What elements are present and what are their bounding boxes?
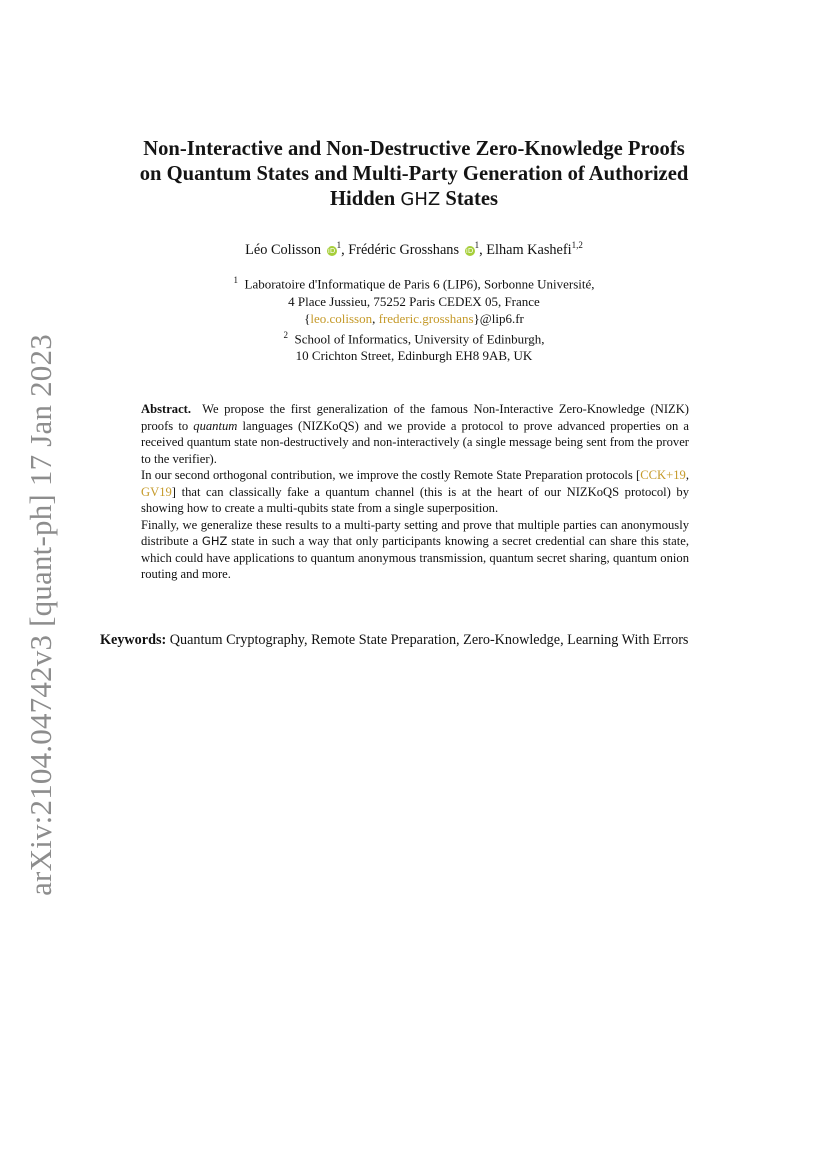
paper-title: [95, 137, 733, 212]
affiliation-2-line-2: 10 Crichton Street, Edinburgh EH8 9AB, UK: [295, 348, 533, 364]
author-affiliation-mark: 1: [336, 240, 342, 250]
affiliation-2-line-1: [95, 327, 733, 348]
citation-link-gv19[interactable]: GV19: [141, 484, 172, 499]
abstract-paragraph-2: [141, 467, 689, 517]
citation-separator: ,: [685, 468, 689, 482]
arxiv-id-text: arXiv:2104.04742v3 [quant-ph] 17 Jan 2023: [23, 334, 58, 896]
email-link-grosshans[interactable]: frederic.grosshans: [378, 310, 474, 326]
abstract-text: state in such a way that only participants knowing a secret credential can share this state, which could have applications to quantum anonymous transmission, quantum secret sharing, quantum onion routing and more.: [141, 534, 689, 581]
author-affiliation-mark: 1,2: [571, 240, 583, 250]
title-line-1: Non-Interactive and Non-Destructive Zero-Knowledge Proofs: [143, 138, 685, 160]
abstract-emphasis: quantum: [193, 418, 238, 433]
orcid-icon[interactable]: iD: [327, 246, 336, 255]
title-line-3-pre: Hidden: [330, 188, 401, 210]
affiliation-1-line-2: 4 Place Jussieu, 75252 Paris CEDEX 05, France: [288, 293, 540, 309]
email-line: [95, 310, 733, 327]
affiliations: [95, 272, 733, 365]
orcid-icon[interactable]: iD: [465, 246, 474, 255]
affiliation-1-line-1: [95, 272, 733, 293]
affiliation-2-mark: 2: [283, 329, 288, 340]
citation-link-cck19[interactable]: CCK+19: [640, 468, 686, 482]
keywords-label: Keywords:: [100, 632, 167, 648]
affiliation-1-text: Laboratoire d'Informatique de Paris 6 (LIP6), Sorbonne Université,: [244, 276, 595, 292]
abstract-text: In our second orthogonal contribution, we improve the costly Remote State Preparation protocols [: [141, 468, 641, 482]
author-list: Léo Colisson $iD^1$, Frédéric Grosshans $iD^1$, Elham Kashefi$^{1,2}$: [245, 240, 583, 258]
title-line-3-post: States: [440, 188, 498, 210]
affiliation-1-mark: 1: [233, 275, 238, 285]
abstract-label: Abstract.: [141, 402, 192, 416]
keywords-text: Quantum Cryptography, Remote State Preparation, Zero-Knowledge, Learning With Errors: [169, 632, 689, 648]
affiliation-2-text: School of Informatics, University of Edinburgh,: [294, 331, 545, 347]
title-ghz-term: GHZ: [400, 189, 441, 210]
abstract-paragraph-3: [141, 517, 689, 583]
title-line-3: [95, 187, 733, 212]
keywords-block: [100, 631, 730, 649]
abstract-block: [141, 401, 689, 583]
arxiv-identifier-stamp: [19, 334, 63, 896]
abstract-text: Finally, we generalize these results to a multi-party setting and prove that multiple parties can anonymously distribute a: [141, 517, 689, 548]
email-separator: ,: [372, 310, 379, 326]
abstract-text: languages (NIZKoQS) and we provide a protocol to prove advanced properties on a received quantum state non-destructively and non-interactively (a single message being sent from the prover to the verifier).: [141, 418, 689, 466]
abstract-text: We propose the first generalization of the famous Non-Interactive Zero-Knowledge (NIZK) proofs to: [141, 402, 689, 433]
email-brace: {: [304, 310, 311, 326]
author-name: Léo Colisson: [245, 241, 321, 258]
title-line-2: on Quantum States and Multi-Party Generation of Authorized: [139, 163, 689, 185]
email-domain: }@lip6.fr: [473, 310, 524, 326]
abstract-paragraph-1: [141, 401, 689, 467]
author-name: Elham Kashefi: [486, 241, 572, 258]
email-link-colisson[interactable]: leo.colisson: [310, 310, 373, 326]
abstract-text: ] that can classically fake a quantum channel (this is at the heart of our NIZKoQS protocol) by showing how to create a multi-qubits state from a single superposition.: [141, 484, 689, 515]
author-name: Frédéric Grosshans: [348, 241, 460, 258]
abstract-ghz-term: GHZ: [201, 534, 228, 548]
author-affiliation-mark: 1: [474, 240, 480, 250]
